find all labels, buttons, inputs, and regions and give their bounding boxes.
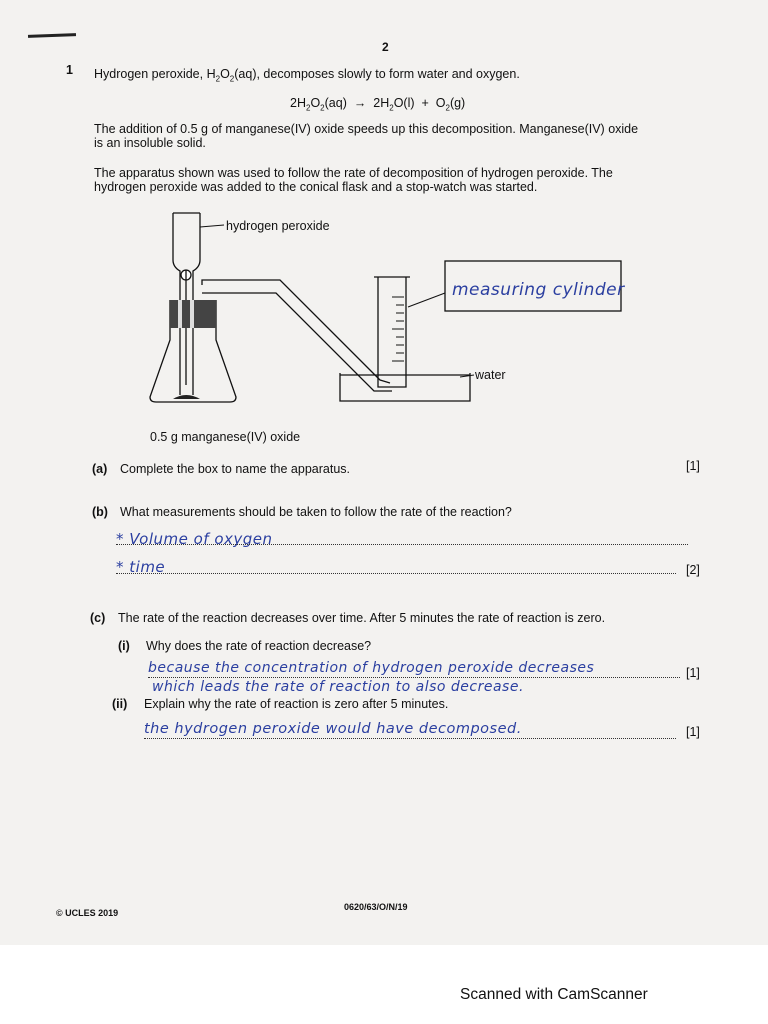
page-number: 2 — [382, 40, 389, 54]
chemical-equation: $2H_2O_2(aq) \to 2H_2O(l) + O_2(g)$ — [290, 96, 466, 113]
paragraph-1-line-1: The addition of 0.5 g of manganese(IV) oxide speeds up this decomposition. Manganese(IV) oxide — [94, 122, 639, 136]
part-c-ii-answer: the hydrogen peroxide would have decomposed. — [144, 721, 522, 737]
part-c-ii-mark: [1] — [686, 725, 700, 739]
answer-line — [148, 677, 680, 678]
part-b-label: (b) — [92, 505, 108, 519]
answer-line — [116, 573, 676, 574]
part-c-i-mark: [1] — [686, 666, 700, 680]
part-b-answer-2: * time — [116, 558, 166, 576]
corner-mark — [28, 33, 76, 38]
paragraph-2-line-1: The apparatus shown was used to follow the rate of decomposition of hydrogen peroxide. The — [94, 166, 613, 180]
part-c-ii-question: Explain why the rate of reaction is zero after 5 minutes. — [144, 697, 449, 711]
part-c-i-answer-2: which leads the rate of reaction to also decrease. — [152, 679, 524, 695]
question-number: 1 — [66, 63, 73, 77]
question-intro: Hydrogen peroxide, $H_2O_2(aq)$, decomposes slowly to form water and oxygen. — [94, 67, 520, 84]
apparatus-diagram — [140, 205, 640, 420]
footer-copyright: © UCLES 2019 — [56, 908, 119, 918]
part-c-i-label: (i) — [118, 639, 130, 653]
answer-line — [116, 544, 688, 545]
part-a-mark: [1] — [686, 459, 700, 473]
paragraph-2-line-2: hydrogen peroxide was added to the conical flask and a stop-watch was started. — [94, 180, 538, 194]
part-c-i-answer-1: because the concentration of hydrogen peroxide decreases — [148, 660, 595, 676]
footer-paper-code: 0620/63/O/N/19 — [344, 902, 408, 912]
label-hydrogen-peroxide: hydrogen peroxide — [226, 219, 330, 233]
part-c-i-question: Why does the rate of reaction decrease? — [146, 639, 372, 653]
part-c-label: (c) — [90, 611, 106, 625]
part-c-question: The rate of the reaction decreases over time. After 5 minutes the rate of reaction is zero. — [118, 611, 606, 625]
part-c-ii-label: (ii) — [112, 697, 128, 711]
part-b-answer-1: * Volume of oxygen — [116, 530, 273, 548]
scanner-watermark: Scanned with CamScanner — [460, 986, 648, 1003]
part-a-question: Complete the box to name the apparatus. — [120, 462, 351, 476]
part-a-label: (a) — [92, 462, 108, 476]
paragraph-1-line-2: is an insoluble solid. — [94, 136, 206, 150]
label-water: water — [475, 368, 506, 382]
answer-line — [144, 738, 676, 739]
answer-box-text: measuring cylinder — [452, 280, 625, 300]
part-b-question: What measurements should be taken to follow the rate of the reaction? — [120, 505, 512, 519]
part-b-mark: [2] — [686, 563, 700, 577]
label-manganese-oxide: 0.5 g manganese(IV) oxide — [150, 430, 301, 444]
